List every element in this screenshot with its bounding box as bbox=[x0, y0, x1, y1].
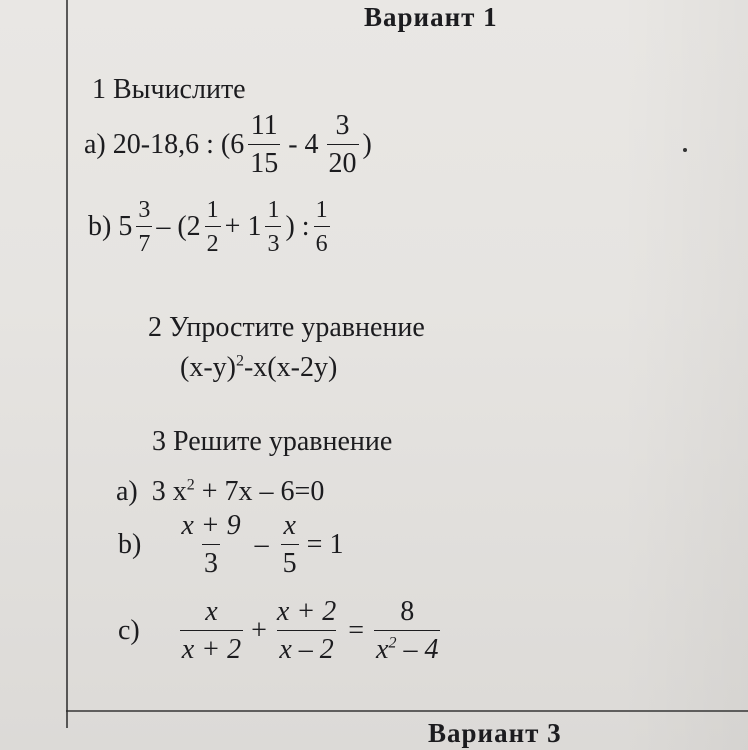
task3-c-den-b: – 4 bbox=[396, 634, 439, 665]
task1-a-fraction-1: $\frac{11}{15}$ bbox=[250, 110, 279, 179]
task1-a bbox=[84, 112, 372, 178]
task1-b-op1: – (2 bbox=[156, 211, 201, 242]
task3-b-rhs: = 1 bbox=[306, 529, 344, 560]
task1-b-fraction-1: $\frac{3}{7}$ bbox=[138, 197, 151, 257]
task3-c-fraction-3: $\frac{8}{x^2 - 4}$ bbox=[376, 596, 439, 665]
task1-a-tail: ) bbox=[362, 129, 372, 160]
task1-a-label: a) bbox=[84, 129, 106, 160]
task3-c-den-a: x bbox=[376, 634, 389, 665]
task2-expression bbox=[180, 352, 337, 384]
task3-a-lead: 3 x bbox=[151, 476, 187, 507]
left-margin-line bbox=[66, 0, 68, 728]
task3-c bbox=[118, 598, 444, 664]
section-divider bbox=[66, 710, 748, 712]
lighting-shade bbox=[620, 0, 748, 750]
task3-a-exponent: 2 bbox=[186, 476, 195, 494]
task1-b-op3: ) : bbox=[285, 211, 310, 242]
task3-c-op1: + bbox=[251, 615, 267, 646]
task1-a-fraction-2: $\frac{3}{20}$ bbox=[328, 110, 357, 179]
task2-heading: 2 Упростите уравнение bbox=[148, 312, 425, 343]
task1-b-op2: + 1 bbox=[224, 211, 262, 242]
task3-c-den-exp: 2 bbox=[388, 634, 397, 652]
task1-heading: 1 Вычислите bbox=[92, 74, 246, 105]
variant-title: Вариант 1 bbox=[364, 2, 498, 32]
task1-a-mid: - 4 bbox=[288, 129, 319, 160]
task1-b-fraction-3: $\frac{1}{3}$ bbox=[267, 197, 280, 257]
task3-heading: 3 Решите уравнение bbox=[152, 426, 393, 457]
task3-b-fraction-1: $\frac{x + 9}{3}$ bbox=[181, 510, 241, 579]
task2-expr-b: -x(x-2y) bbox=[243, 352, 338, 383]
next-variant-title: Вариант 3 bbox=[428, 718, 562, 748]
task1-b bbox=[88, 198, 334, 256]
task1-a-lead: 20-18,6 : (6 bbox=[112, 129, 245, 160]
task3-c-label: c) bbox=[118, 615, 140, 646]
task3-b-fraction-2: $\frac{x}{5}$ bbox=[282, 510, 297, 579]
task3-c-fraction-1: $\frac{x}{x + 2}$ bbox=[181, 596, 242, 665]
task2-expr-a: (x-y) bbox=[180, 352, 236, 383]
task1-b-fraction-4: $\frac{1}{6}$ bbox=[315, 197, 328, 257]
task3-b bbox=[118, 512, 343, 578]
task3-a-label: a) bbox=[116, 476, 138, 507]
ink-dot bbox=[683, 148, 687, 152]
task3-b-label: b) bbox=[118, 529, 142, 560]
task1-b-whole: 5 bbox=[118, 211, 133, 242]
task3-a bbox=[116, 476, 324, 508]
task3-b-op: – bbox=[254, 529, 269, 560]
task3-c-fraction-2: $\frac{x + 2}{x - 2}$ bbox=[276, 596, 337, 665]
task1-b-label: b) bbox=[88, 211, 112, 242]
task2-exponent: 2 bbox=[235, 352, 244, 370]
task3-a-tail: + 7x – 6=0 bbox=[194, 476, 325, 507]
task1-b-fraction-2: $\frac{1}{2}$ bbox=[206, 197, 219, 257]
task3-c-op2: = bbox=[348, 615, 365, 646]
